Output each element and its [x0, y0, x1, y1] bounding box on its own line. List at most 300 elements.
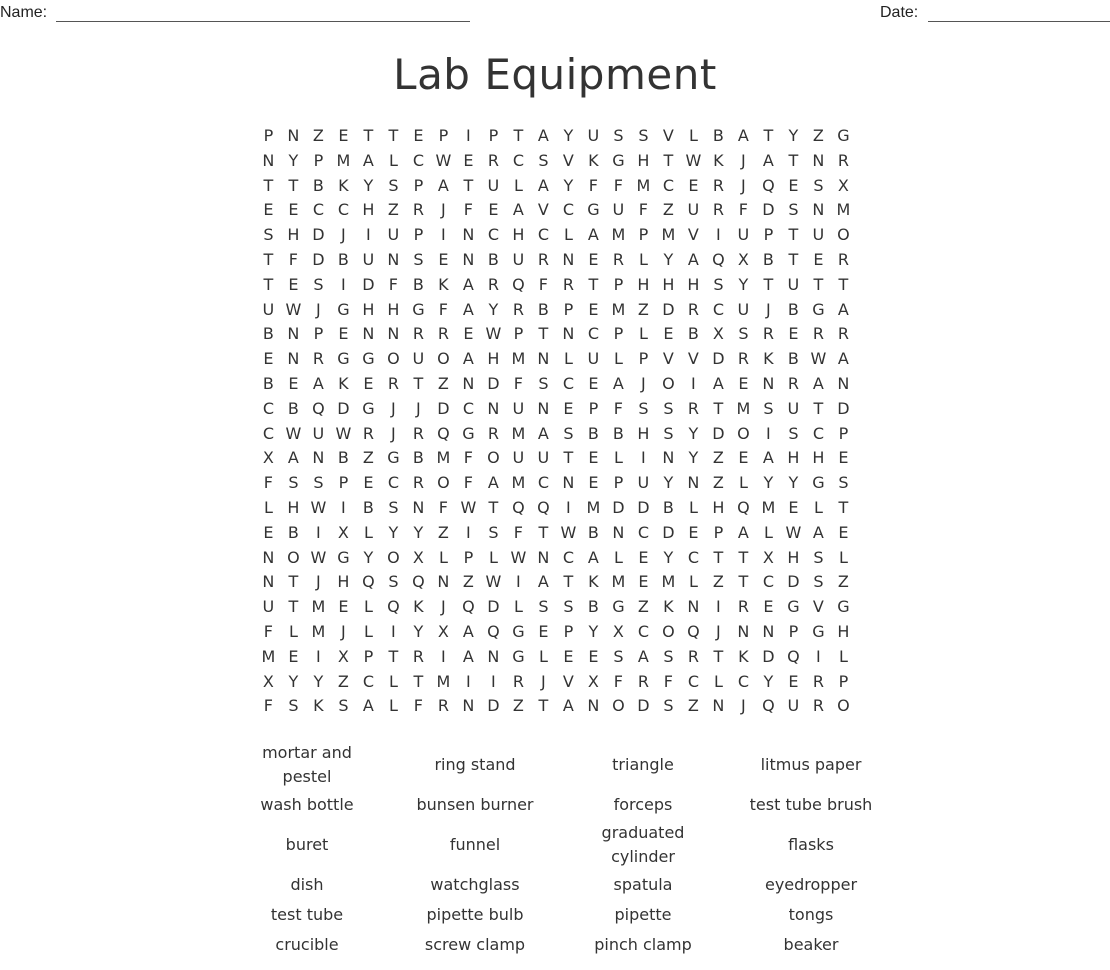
- grid-letter: U: [612, 200, 625, 220]
- grid-letter: P: [613, 473, 624, 493]
- grid-letter: Z: [712, 473, 724, 493]
- grid-letter: E: [563, 398, 574, 418]
- grid-letter: X: [712, 324, 724, 344]
- grid-letter: G: [787, 597, 800, 617]
- grid-letter: B: [587, 522, 599, 542]
- grid-letter: O: [662, 621, 675, 641]
- grid-letter: R: [487, 423, 499, 443]
- grid-letter: I: [366, 225, 371, 245]
- grid-letter: T: [263, 274, 274, 294]
- grid-letter: U: [787, 274, 800, 294]
- grid-letter: O: [487, 448, 500, 468]
- grid-letter: U: [512, 398, 525, 418]
- word-list-row: [223, 790, 898, 820]
- grid-letter: Y: [688, 448, 699, 468]
- grid-letter: C: [562, 200, 574, 220]
- grid-letter: N: [412, 497, 425, 517]
- grid-letter: P: [638, 349, 649, 369]
- grid-letter: N: [562, 473, 575, 493]
- grid-letter: G: [512, 621, 525, 641]
- grid-letter: J: [391, 423, 396, 443]
- grid-letter: B: [412, 274, 424, 294]
- grid-letter: S: [538, 373, 549, 393]
- grid-letter: D: [662, 522, 675, 542]
- grid-letter: H: [487, 349, 500, 369]
- grid-letter: S: [288, 473, 299, 493]
- grid-letter: T: [413, 671, 424, 691]
- grid-letter: P: [613, 274, 624, 294]
- grid-letter: I: [816, 646, 821, 666]
- grid-row: [256, 223, 856, 248]
- grid-letter: Q: [387, 597, 400, 617]
- grid-letter: N: [762, 373, 775, 393]
- grid-letter: X: [337, 646, 349, 666]
- grid-letter: E: [338, 597, 349, 617]
- grid-letter: D: [437, 398, 450, 418]
- grid-letter: T: [388, 646, 399, 666]
- grid-letter: N: [537, 349, 550, 369]
- grid-letter: A: [537, 126, 549, 145]
- grid-letter: X: [412, 547, 424, 567]
- grid-letter: W: [335, 423, 352, 443]
- grid-row: [256, 422, 856, 447]
- grid-letter: J: [441, 597, 446, 617]
- grid-letter: W: [460, 497, 477, 517]
- grid-letter: U: [487, 175, 500, 195]
- grid-letter: T: [738, 547, 749, 567]
- grid-letter: S: [763, 398, 774, 418]
- grid-letter: G: [812, 299, 825, 319]
- grid-letter: C: [512, 150, 524, 170]
- grid-letter: G: [462, 423, 475, 443]
- grid-letter: T: [588, 274, 599, 294]
- grid-letter: I: [316, 522, 321, 542]
- grid-letter: B: [787, 299, 799, 319]
- grid-letter: Y: [788, 126, 799, 145]
- grid-letter: P: [363, 646, 374, 666]
- grid-letter: D: [762, 646, 775, 666]
- grid-row: [256, 322, 856, 347]
- grid-letter: E: [263, 349, 274, 369]
- grid-letter: K: [413, 597, 424, 617]
- grid-letter: B: [687, 324, 699, 344]
- word-item: graduated cylinder: [601, 823, 685, 866]
- grid-letter: S: [638, 126, 649, 145]
- grid-letter: D: [337, 398, 350, 418]
- grid-letter: P: [413, 175, 424, 195]
- grid-letter: U: [737, 225, 750, 245]
- grid-letter: Y: [563, 175, 574, 195]
- grid-letter: F: [513, 522, 523, 542]
- grid-letter: P: [588, 398, 599, 418]
- grid-letter: S: [738, 324, 749, 344]
- grid-letter: K: [588, 150, 599, 170]
- grid-letter: D: [712, 423, 725, 443]
- grid-letter: J: [741, 696, 746, 716]
- grid-letter: C: [662, 175, 674, 195]
- grid-row: [256, 496, 856, 521]
- grid-letter: E: [588, 373, 599, 393]
- grid-letter: L: [813, 497, 823, 517]
- grid-letter: N: [287, 349, 300, 369]
- grid-letter: Y: [663, 249, 674, 269]
- grid-letter: F: [463, 448, 473, 468]
- grid-letter: L: [563, 349, 573, 369]
- grid-letter: G: [812, 473, 825, 493]
- grid-letter: Y: [663, 473, 674, 493]
- grid-letter: P: [413, 225, 424, 245]
- grid-letter: V: [662, 126, 674, 145]
- grid-letter: R: [737, 349, 749, 369]
- grid-letter: A: [812, 373, 824, 393]
- grid-letter: R: [437, 696, 449, 716]
- grid-letter: Q: [362, 572, 375, 592]
- grid-letter: P: [713, 522, 724, 542]
- grid-letter: N: [562, 249, 575, 269]
- grid-letter: S: [663, 646, 674, 666]
- grid-letter: E: [338, 324, 349, 344]
- grid-letter: I: [341, 274, 346, 294]
- grid-letter: S: [538, 597, 549, 617]
- grid-letter: E: [563, 646, 574, 666]
- grid-letter: O: [737, 423, 750, 443]
- grid-letter: M: [511, 349, 526, 369]
- grid-letter: E: [788, 497, 799, 517]
- grid-letter: A: [637, 646, 649, 666]
- grid-letter: H: [387, 299, 400, 319]
- grid-letter: A: [462, 274, 474, 294]
- grid-letter: T: [288, 175, 299, 195]
- grid-letter: M: [436, 448, 451, 468]
- grid-letter: T: [813, 274, 824, 294]
- grid-letter: G: [337, 299, 350, 319]
- grid-letter: Y: [563, 126, 574, 145]
- grid-letter: T: [788, 225, 799, 245]
- word-item: tongs: [788, 905, 834, 924]
- grid-letter: Q: [512, 497, 525, 517]
- grid-letter: M: [511, 423, 526, 443]
- grid-letter: U: [262, 597, 275, 617]
- grid-letter: O: [437, 473, 450, 493]
- grid-letter: L: [388, 671, 398, 691]
- grid-letter: K: [438, 274, 449, 294]
- grid-letter: I: [641, 448, 646, 468]
- grid-letter: N: [462, 696, 475, 716]
- grid-letter: L: [363, 621, 373, 641]
- grid-letter: N: [737, 621, 750, 641]
- grid-letter: F: [613, 175, 623, 195]
- grid-letter: D: [662, 299, 675, 319]
- grid-letter: L: [288, 621, 298, 641]
- grid-letter: R: [412, 473, 424, 493]
- grid-letter: R: [812, 696, 824, 716]
- grid-letter: B: [587, 597, 599, 617]
- grid-letter: W: [435, 150, 452, 170]
- grid-letter: R: [512, 299, 524, 319]
- grid-letter: K: [738, 646, 749, 666]
- word-list-row: [223, 870, 898, 900]
- grid-letter: B: [262, 324, 274, 344]
- grid-letter: T: [738, 572, 749, 592]
- grid-letter: G: [587, 200, 600, 220]
- grid-letter: L: [363, 522, 373, 542]
- grid-letter: N: [387, 249, 400, 269]
- grid-row: [256, 471, 856, 496]
- date-field[interactable]: [928, 21, 1110, 22]
- grid-letter: E: [788, 175, 799, 195]
- grid-letter: B: [787, 349, 799, 369]
- grid-letter: F: [738, 200, 748, 220]
- grid-letter: T: [563, 448, 574, 468]
- grid-letter: H: [287, 497, 300, 517]
- grid-letter: S: [638, 398, 649, 418]
- grid-letter: T: [513, 126, 524, 145]
- grid-letter: Y: [763, 671, 774, 691]
- grid-letter: P: [563, 299, 574, 319]
- grid-letter: S: [663, 398, 674, 418]
- grid-letter: B: [262, 373, 274, 393]
- grid-letter: C: [412, 150, 424, 170]
- grid-letter: N: [687, 597, 700, 617]
- grid-letter: S: [388, 572, 399, 592]
- grid-letter: G: [512, 646, 525, 666]
- grid-letter: Z: [337, 671, 349, 691]
- grid-letter: G: [612, 597, 625, 617]
- grid-letter: S: [563, 423, 574, 443]
- grid-letter: E: [788, 324, 799, 344]
- grid-letter: T: [538, 324, 549, 344]
- grid-letter: Y: [313, 671, 324, 691]
- word-item: bunsen burner: [416, 795, 534, 814]
- grid-letter: N: [587, 696, 600, 716]
- grid-letter: N: [712, 696, 725, 716]
- grid-letter: S: [613, 126, 624, 145]
- grid-letter: R: [412, 200, 424, 220]
- grid-letter: Y: [413, 621, 424, 641]
- grid-letter: Y: [688, 423, 699, 443]
- grid-letter: K: [763, 349, 774, 369]
- grid-letter: A: [587, 547, 599, 567]
- grid-letter: A: [462, 621, 474, 641]
- grid-letter: T: [713, 646, 724, 666]
- grid-letter: T: [713, 398, 724, 418]
- grid-letter: U: [537, 448, 550, 468]
- grid-letter: C: [487, 225, 499, 245]
- grid-letter: E: [688, 175, 699, 195]
- grid-letter: I: [341, 497, 346, 517]
- grid-letter: J: [341, 621, 346, 641]
- grid-letter: Z: [812, 126, 824, 145]
- grid-letter: D: [612, 497, 625, 517]
- grid-letter: S: [813, 175, 824, 195]
- grid-row: [256, 694, 856, 719]
- grid-letter: F: [388, 274, 398, 294]
- grid-letter: S: [838, 473, 849, 493]
- name-label: Name:: [0, 4, 48, 21]
- grid-letter: R: [487, 150, 499, 170]
- word-item: crucible: [275, 935, 339, 954]
- grid-letter: E: [438, 249, 449, 269]
- grid-letter: T: [713, 547, 724, 567]
- grid-letter: N: [612, 522, 625, 542]
- grid-letter: N: [287, 324, 300, 344]
- grid-letter: N: [487, 398, 500, 418]
- grid-letter: E: [263, 522, 274, 542]
- grid-letter: X: [337, 522, 349, 542]
- grid-letter: Z: [462, 572, 474, 592]
- grid-letter: I: [466, 671, 471, 691]
- grid-letter: C: [637, 522, 649, 542]
- grid-letter: G: [337, 349, 350, 369]
- grid-letter: A: [362, 696, 374, 716]
- grid-letter: T: [538, 696, 549, 716]
- grid-letter: P: [838, 671, 849, 691]
- grid-letter: Z: [362, 448, 374, 468]
- grid-letter: M: [611, 572, 626, 592]
- grid-letter: I: [516, 572, 521, 592]
- grid-letter: S: [663, 696, 674, 716]
- grid-letter: V: [662, 349, 674, 369]
- grid-letter: U: [812, 225, 825, 245]
- grid-letter: Y: [763, 473, 774, 493]
- grid-letter: D: [487, 597, 500, 617]
- grid-letter: C: [687, 671, 699, 691]
- grid-letter: I: [441, 646, 446, 666]
- grid-letter: H: [787, 547, 800, 567]
- grid-letter: S: [388, 497, 399, 517]
- grid-letter: Y: [663, 547, 674, 567]
- word-list-row: [223, 820, 898, 870]
- grid-letter: S: [313, 473, 324, 493]
- grid-letter: N: [312, 448, 325, 468]
- grid-letter: R: [837, 324, 849, 344]
- grid-letter: M: [736, 398, 751, 418]
- grid-letter: N: [812, 200, 825, 220]
- grid-letter: S: [263, 225, 274, 245]
- grid-letter: U: [587, 126, 600, 145]
- grid-letter: Q: [537, 497, 550, 517]
- grid-letter: Z: [437, 522, 449, 542]
- grid-letter: D: [487, 696, 500, 716]
- grid-letter: S: [313, 274, 324, 294]
- grid-letter: X: [737, 249, 749, 269]
- grid-letter: W: [510, 547, 527, 567]
- word-item: triangle: [612, 755, 674, 774]
- grid-letter: U: [512, 448, 525, 468]
- grid-letter: J: [716, 621, 721, 641]
- grid-letter: I: [466, 522, 471, 542]
- word-item: wash bottle: [260, 795, 354, 814]
- grid-letter: E: [813, 249, 824, 269]
- grid-letter: R: [762, 324, 774, 344]
- grid-letter: M: [511, 473, 526, 493]
- grid-letter: E: [688, 522, 699, 542]
- grid-letter: N: [262, 547, 275, 567]
- grid-letter: S: [813, 572, 824, 592]
- grid-letter: L: [638, 324, 648, 344]
- grid-letter: A: [762, 448, 774, 468]
- grid-letter: D: [637, 696, 650, 716]
- word-list: [223, 740, 898, 960]
- grid-letter: P: [613, 324, 624, 344]
- grid-letter: Q: [487, 621, 500, 641]
- grid-letter: L: [513, 597, 523, 617]
- grid-letter: S: [613, 646, 624, 666]
- grid-letter: F: [438, 299, 448, 319]
- grid-letter: R: [837, 249, 849, 269]
- grid-letter: L: [538, 646, 548, 666]
- grid-letter: L: [638, 249, 648, 269]
- word-item: forceps: [613, 795, 673, 814]
- grid-letter: J: [341, 225, 346, 245]
- grid-letter: S: [388, 175, 399, 195]
- grid-letter: L: [613, 547, 623, 567]
- grid-letter: E: [738, 448, 749, 468]
- grid-letter: B: [762, 249, 774, 269]
- grid-letter: O: [837, 225, 850, 245]
- grid-letter: A: [287, 448, 299, 468]
- grid-letter: T: [363, 126, 374, 145]
- grid-letter: X: [612, 621, 624, 641]
- grid-letter: U: [787, 398, 800, 418]
- grid-letter: A: [737, 126, 749, 145]
- word-item: litmus paper: [760, 755, 862, 774]
- grid-letter: A: [537, 175, 549, 195]
- grid-letter: D: [637, 497, 650, 517]
- grid-letter: C: [362, 671, 374, 691]
- grid-letter: D: [362, 274, 375, 294]
- word-list-row: [223, 930, 898, 960]
- grid-letter: J: [541, 671, 546, 691]
- word-item: watchglass: [430, 875, 520, 894]
- grid-letter: P: [463, 547, 474, 567]
- grid-letter: U: [787, 696, 800, 716]
- grid-letter: A: [462, 646, 474, 666]
- grid-letter: X: [587, 671, 599, 691]
- grid-letter: Y: [363, 547, 374, 567]
- grid-letter: X: [437, 621, 449, 641]
- grid-letter: A: [437, 175, 449, 195]
- grid-letter: P: [513, 324, 524, 344]
- grid-letter: P: [338, 473, 349, 493]
- grid-letter: S: [788, 423, 799, 443]
- grid-letter: H: [512, 225, 525, 245]
- grid-letter: R: [412, 646, 424, 666]
- grid-letter: Y: [288, 150, 299, 170]
- grid-letter: O: [387, 349, 400, 369]
- grid-letter: D: [762, 200, 775, 220]
- grid-letter: U: [412, 349, 425, 369]
- grid-letter: B: [662, 497, 674, 517]
- grid-letter: R: [312, 349, 324, 369]
- grid-row: [256, 124, 856, 149]
- grid-letter: L: [488, 547, 498, 567]
- grid-letter: J: [441, 200, 446, 220]
- grid-letter: B: [287, 522, 299, 542]
- grid-letter: I: [391, 621, 396, 641]
- grid-letter: R: [837, 150, 849, 170]
- grid-letter: W: [310, 547, 327, 567]
- grid-letter: N: [687, 473, 700, 493]
- grid-letter: N: [462, 249, 475, 269]
- grid-letter: F: [513, 373, 523, 393]
- grid-letter: V: [812, 597, 824, 617]
- page-title: Lab Equipment: [393, 50, 717, 99]
- grid-letter: E: [588, 473, 599, 493]
- name-field[interactable]: [56, 21, 470, 22]
- date-label: Date:: [880, 4, 919, 21]
- grid-letter: I: [466, 126, 471, 145]
